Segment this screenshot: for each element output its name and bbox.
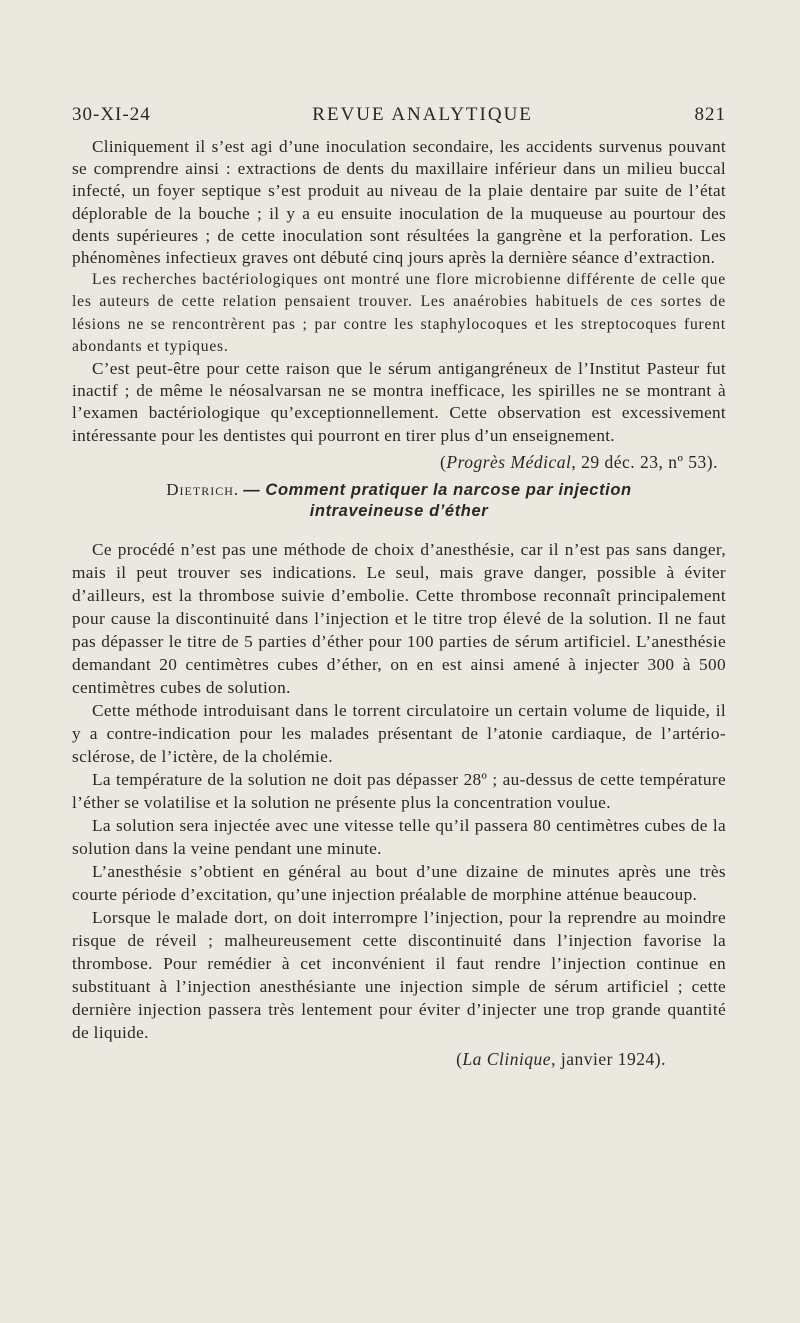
citation-open: ( bbox=[440, 451, 447, 472]
running-title: REVUE ANALYTIQUE bbox=[312, 104, 533, 125]
article-title-line-1: — Comment pratiquer la narcose par injection bbox=[243, 480, 632, 499]
paragraph: La solution sera injectée avec une vitesse telle qu’il passera 80 centimètres cubes de la solution dans la veine pendant une minute. bbox=[72, 815, 726, 858]
citation-source: La Clinique bbox=[462, 1048, 552, 1069]
page-header bbox=[72, 104, 726, 126]
article-body bbox=[72, 538, 726, 1070]
paragraph: C’est peut-être pour cette raison que le sérum antigangréneux de l’Institut Pasteur fut inactif ; de même le néosalvarsan ne se montra inefficace, les spirilles ne se montrant à l’examen bactériologique qu’exceptionnellement. Cette observation est excessivement intéressante pour les dentistes qui pourront en tirer plus d’un enseignement. bbox=[72, 359, 726, 445]
citation-open: ( bbox=[456, 1048, 463, 1069]
paragraph: Les recherches bactériologiques ont montré une flore microbienne différente de celle que les auteurs de cette relation pensaient trouver. Les anaérobies habituels de ces sortes de lésions ne se rencontrèrent pas ; par contre les staphylocoques et les streptocoques furent abondants et typiques. bbox=[72, 271, 726, 355]
citation-details: , 29 déc. 23, nº 53). bbox=[571, 451, 718, 472]
source-citation bbox=[72, 451, 726, 473]
citation-source: Progrès Médical bbox=[446, 451, 572, 472]
citation-details: , janvier 1924). bbox=[551, 1048, 666, 1069]
paragraph: La température de la solution ne doit pas dépasser 28º ; au-dessus de cette température l’éther se volatilise et la solution ne présente plus la concentration voulue. bbox=[72, 769, 726, 812]
paragraph: Lorsque le malade dort, on doit interrompre l’injection, pour la reprendre au moindre risque de réveil ; malheureusement cette discontinuité dans l’injection favorise la thrombose. Pour remédier à cet inconvénient il faut rendre l’injection continue en substituant à l’injection anesthésiante une injection simple de sérum artificiel ; cette dernière injection passera très lentement pour éviter d’injecter une trop grande quantité de liquide. bbox=[72, 907, 726, 1042]
book-page bbox=[72, 104, 726, 1074]
paragraph: Cliniquement il s’est agi d’une inoculation secondaire, les accidents survenus pouvant se comprendre ainsi : extractions de dents du maxillaire inférieur dans un milieu buccal infecté, un foyer septique s’est produit au niveau de la plaie dentaire par suite de l’état déplorable de la bouche ; il y a eu ensuite inoculation de la muqueuse au pourtour des dents supérieures ; de cette inoculation sont résultées la gangrène et la perforation. Les phénomènes infectieux graves ont débuté cinq jours après la dernière séance d’extraction. bbox=[72, 137, 726, 268]
paragraph: Cette méthode introduisant dans le torrent circulatoire un certain volume de liquide, il y a contre-indication pour les malades présentant de l’atonie cardiaque, de l’artério-sclérose, de l’ictère, de la cholémie. bbox=[72, 700, 726, 766]
paragraph: L’anesthésie s’obtient en général au bout d’une dizaine de minutes après une très courte période d’excitation, qu’une injection préalable de morphine atténue beaucoup. bbox=[72, 861, 726, 904]
header-date: 30-XI-24 bbox=[72, 104, 151, 125]
page-number: 821 bbox=[694, 104, 726, 125]
article-heading bbox=[72, 479, 726, 522]
source-citation bbox=[72, 1048, 726, 1070]
article-author: Dietrich. bbox=[166, 479, 240, 499]
previous-article-continuation bbox=[72, 136, 726, 473]
article-title-line-2: intraveineuse d’éther bbox=[309, 501, 489, 520]
paragraph: Ce procédé n’est pas une méthode de choix d’anesthésie, car il n’est pas sans danger, mais il peut trouver ses indications. Le seul, mais grave danger, possible à éviter d’ailleurs, est la thrombose suivie d’embolie. Cette thrombose reconnaît principalement pour cause la discontinuité dans l’injection et le titre trop élevé de la solution. Il ne faut pas dépasser le titre de 5 parties d’éther pour 100 parties de sérum artificiel. L’anesthésie demandant 20 centimètres cubes d’éther, on en est ainsi amené à injecter 300 à 500 centimètres cubes de solution. bbox=[72, 539, 726, 697]
